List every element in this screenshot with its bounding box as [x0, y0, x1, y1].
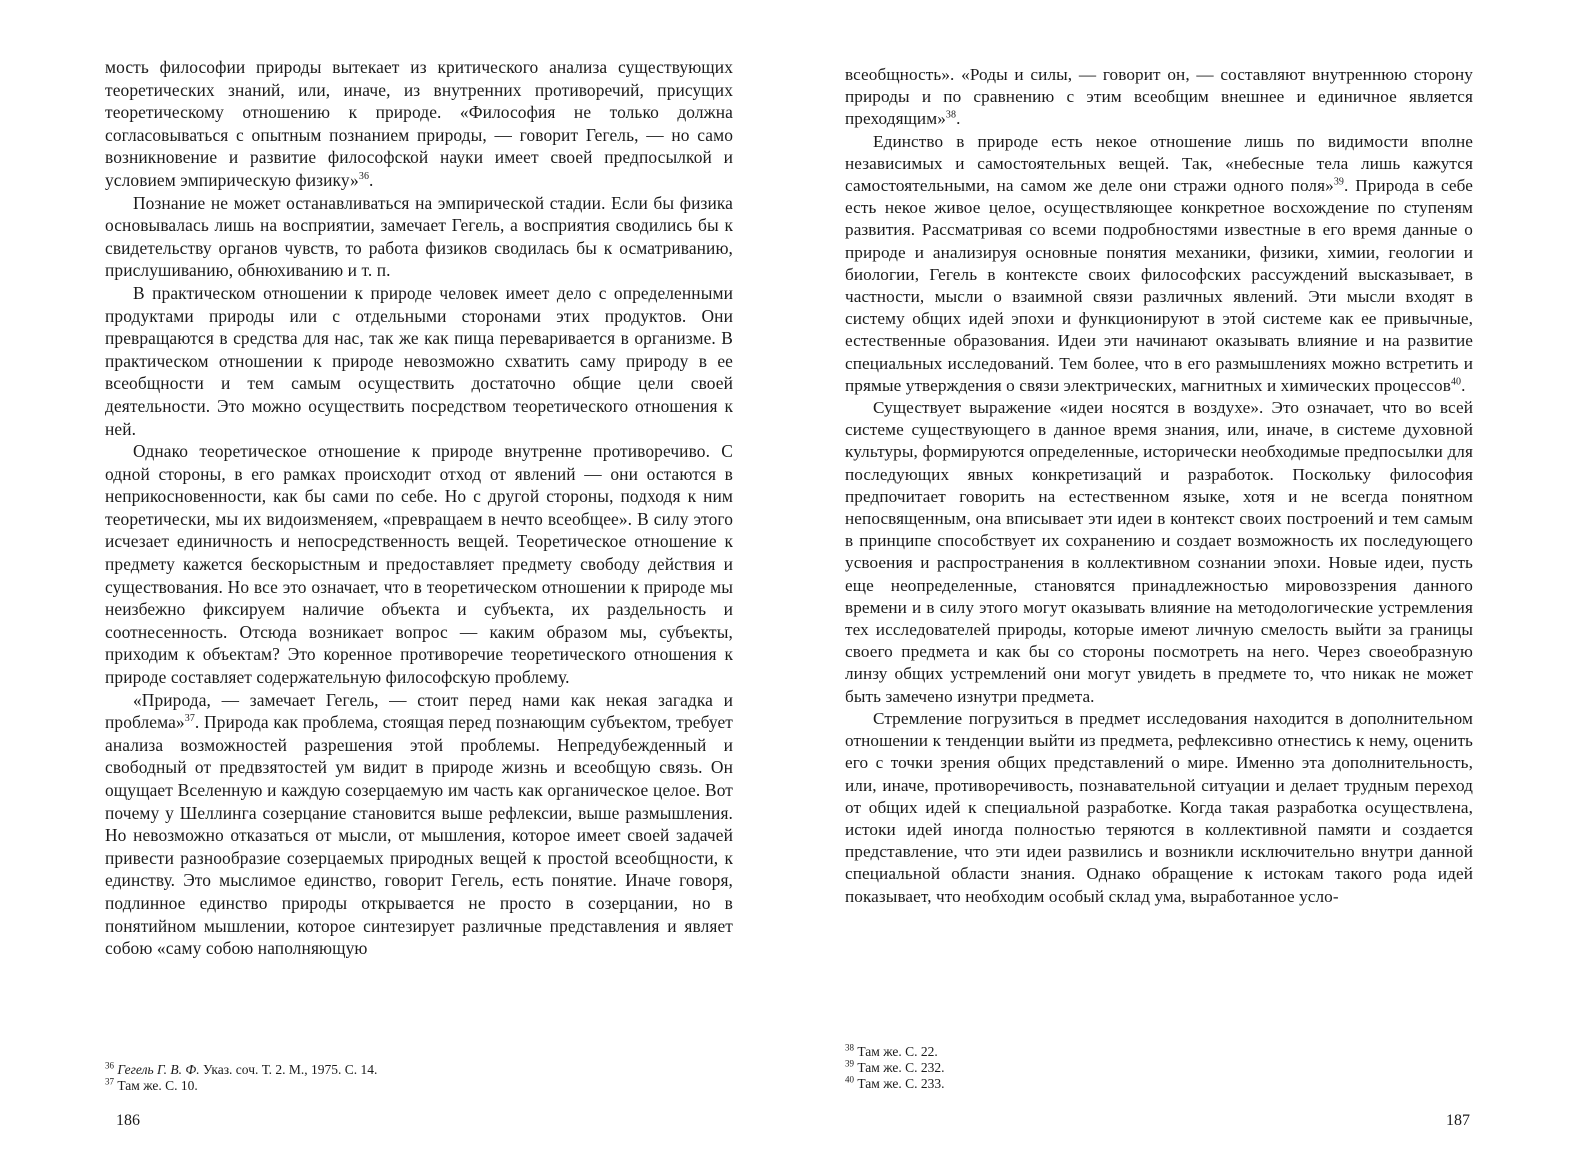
paragraph-2: Единство в природе есть некое отношение лишь по видимости вполне независимых и самостоятельных вещей. Так, «небесные тела лишь кажутся самостоятельными, на самом же деле они стражи одного поля»$^{39}$. Природа в себе есть некое живое целое, осуществляющее конкретное восхождение по ступеням развития. Рассматривая со всеми подробностями известные в его время данные о природе и анализируя основные понятия механики, физики, химии, геологии и биологии, Гегель в контексте своих философских рассуждений высказывает, в частности, мысли о взаимной связи различных явлений. Эти мысли входят в систему общих идей эпохи и функционируют в этой системе как ее привычные, естественные образования. Идеи эти начинают оказывать влияние и на развитие специальных исследований. Тем более, что в его размышлениях можно встретить и прямые утверждения о связи электрических, магнитных и химических процессов$^{40}$.: [845, 131, 1474, 395]
paragraph-1: мость философии природы вытекает из критического анализа существующих теоретических знаний, или, иначе, из внутренних противоречий, присущих теоретическому отношению к природе. «Философия не только должна согласовываться с опытным познанием природы, — говорит Гегель, — но само возникновение и развитие философской науки имеет своей предпосылкой и условием эмпирическую физику»$^{36}$.: [105, 57, 733, 190]
footnote-37: $^{37}$ Там же. С. 10.: [105, 1076, 198, 1093]
footnote-ref-36: 36: [358, 171, 370, 183]
footnote-39: $^{39}$ Там же. С. 232.: [845, 1058, 945, 1075]
footnote-ref-40: 40: [1450, 376, 1462, 388]
footnote-36: $^{36}$ Гегель Г. В. Ф. Указ. соч. Т. 2. М., 1975. С. 14.: [105, 1060, 378, 1077]
paragraph-3: Существует выражение «идеи носятся в воздухе». Это означает, что во всей системе существующего в данное время знания, или, иначе, в системе духовной культуры, формируются определенные, исторически необходимые предпосылки для последующих явных конкретизаций и разработок. Поскольку философия предпочитает говорить на естественном языке, хотя и не всегда понятном непосвященным, она вписывает эти идеи в контекст своих построений и тем самым в принципе способствует их сохранению и создает возможность их последующего усвоения и распространения в коллективном сознании эпохи. Новые идеи, пусть еще неопределенные, становятся принадлежностью мировоззрения данного времени и в силу этого могут оказывать влияние на методологические устремления тех исследователей природы, которые имеют личную смелость выйти за границы своего предмета и как бы со стороны посмотреть на него. Через своеобразную линзу общих устремлений они могут увидеть в предмете то, что никак не может быть замечено изнутри предмета.: [845, 398, 1473, 706]
right-footnotes: [845, 1044, 1473, 1092]
footnote-38: $^{38}$ Там же. С. 22.: [845, 1042, 938, 1059]
footnote-ref-38: 38: [945, 109, 957, 121]
paragraph-5: «Природа, — замечает Гегель, — стоит перед нами как некая загадка и проблема»$^{37}$. Природа как проблема, стоящая перед познающим субъектом, требует анализа возможностей разрешения этой проблемы. Непредубежденный и свободный от предвзятостей ум видит в природе жизнь и всеобщую связь. Он ощущает Вселенную и каждую созерцаемую им часть как органическое целое. Вот почему у Шеллинга созерцание становится выше рефлексии, выше размышления. Но невозможно отказаться от мысли, от мышления, которое имеет своей задачей привести разнообразие созерцаемых природных вещей к простой всеобщности, к единству. Это мыслимое единство, говорит Гегель, есть понятие. Иначе говоря, подлинное единство природы открывается не просто в созерцании, но в понятийном мышлении, которое синтезирует различные представления и являет собою «саму собою наполняющую: [105, 689, 733, 959]
paragraph-1: всеобщность». «Роды и силы, — говорит он, — составляют внутреннюю сторону природы и по сравнению с этим всеобщим внешнее и единичное является преходящим»$^{38}$.: [845, 65, 1473, 129]
right-page: [845, 64, 1473, 908]
paragraph-2: Познание не может останавливаться на эмпирической стадии. Если бы физика основывалась лишь на восприятии, замечает Гегель, а восприятия сводились бы к свидетельству органов чувств, то работа физиков сводилась бы к осматриванию, прислушиванию, обнюхиванию и т. п.: [105, 192, 733, 281]
footnote-ref-39: 39: [1333, 176, 1345, 188]
left-page: [105, 56, 733, 960]
page-number-right: 187: [1446, 1112, 1470, 1129]
paragraph-3: В практическом отношении к природе человек имеет дело с определенными продуктами природы или с отдельными сторонами этих продуктов. Они превращаются в средства для нас, так же как пища переваривается в организме. В практическом отношении к природе невозможно схватить саму природу в ее всеобщности и тем самым осуществить достаточно общие цели своей деятельности. Это можно осуществить посредством теоретического отношения к ней.: [105, 282, 733, 439]
footnote-40: $^{40}$ Там же. С. 233.: [845, 1074, 945, 1091]
left-footnotes: [105, 1062, 733, 1094]
paragraph-4: Стремление погрузиться в предмет исследования находится в дополнительном отношении к тенденции выйти из предмета, рефлексивно отнестись к нему, оценить его с точки зрения общих представлений о мире. Именно эта дополнительность, или, иначе, противоречивость, познавательной ситуации и делает трудным переход от общих идей к специальной разработке. Когда такая разработка осуществлена, истоки идей иногда полностью теряются в коллективной памяти и создается представление, что эти идеи развились и возникли исключительно внутри данной специальной области знания. Однако обращение к истокам такого рода идей показывает, что необходим особый склад ума, выработанное усло-: [845, 708, 1473, 906]
page-number-left: 186: [116, 1112, 140, 1129]
paragraph-4: Однако теоретическое отношение к природе внутренне противоречиво. С одной стороны, в его рамках происходит отход от явлений — они остаются в неприкосновенности, как бы сами по себе. Но с другой стороны, подходя к ним теоретически, мы их видоизменяем, «превращаем в нечто всеобщее». В силу этого исчезает единичность и непосредственность вещей. Теоретическое отношение к предмету кажется бескорыстным и предоставляет предмету свободу действия и существования. Но все это означает, что в теоретическом отношении к природе мы неизбежно фиксируем наличие объекта и субъекта, их раздельность и соотнесенность. Отсюда возникает вопрос — каким образом мы, субъекты, приходим к объектам? Это коренное противоречие теоретического отношения к природе составляет содержательную философскую проблему.: [105, 441, 733, 688]
footnote-ref-37: 37: [184, 713, 195, 725]
